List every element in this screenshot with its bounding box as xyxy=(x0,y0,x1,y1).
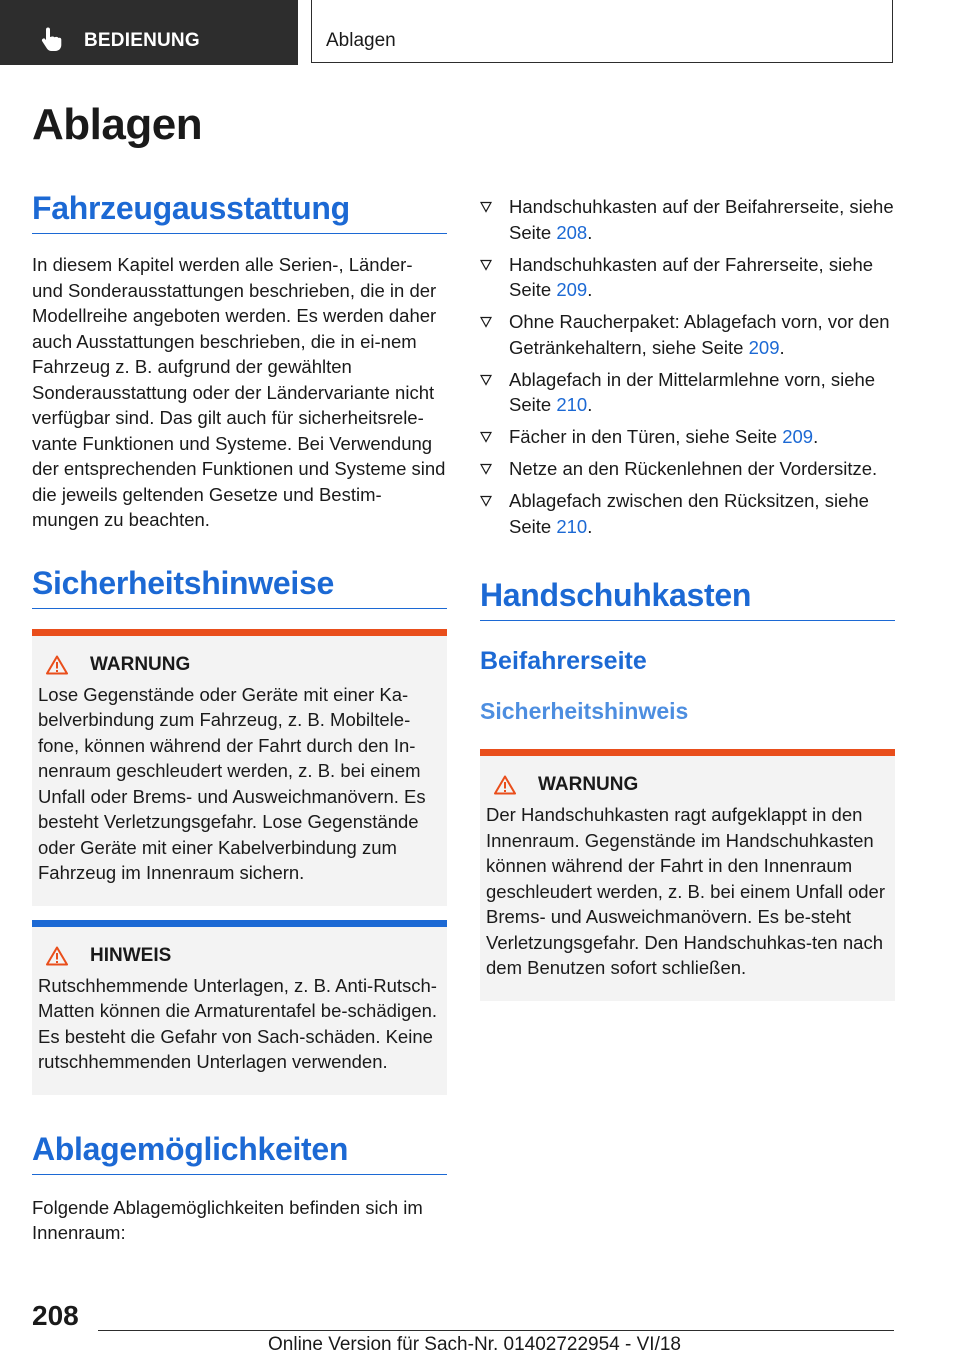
page-link[interactable]: 209 xyxy=(556,279,588,300)
chapter-label: Ablagen xyxy=(326,30,396,51)
page-link[interactable]: 210 xyxy=(556,394,588,415)
footer-version-text: Online Version für Sach-Nr. 01402722954 - VI/18 xyxy=(268,1334,681,1355)
notice-box xyxy=(32,920,447,1095)
list-item: Ohne Raucherpaket: Ablagefach vorn, vor den Getränkehaltern, siehe Seite 209. xyxy=(480,309,895,360)
warning-triangle-icon xyxy=(46,946,68,966)
notice-text: Rutschhemmende Unterlagen, z. B. Anti-Rutsch-Matten können die Armaturentafel be-schädigen. Es besteht die Gefahr von Sach-schäden. Keine rutschhemmenden Unterlagen verwenden. xyxy=(38,974,438,1072)
list-item: Handschuhkasten auf der Fahrerseite, siehe Seite 209. xyxy=(480,252,895,303)
heading-fahrzeugausstattung: Fahrzeugausstattung xyxy=(32,190,447,234)
hand-pointer-icon xyxy=(40,26,62,52)
page-number: 208 xyxy=(32,1300,79,1331)
warning-text: Der Handschuhkasten ragt aufgeklappt in den Innenraum. Gegenstände im Handschuhkasten können während der Fahrt in den Innenraum geschleudert werden, z. B. bei einem Unfall oder Brems- und Ausweichmanövern. Es be-steht Verletzungsgefahr. Den Handschuhkas-ten nach dem Benutzen sofort schließen. xyxy=(486,804,885,978)
heading-ablagemoeglichkeiten: Ablagemöglichkeiten xyxy=(32,1131,447,1175)
bullet-triangle-icon xyxy=(480,374,492,386)
bullet-triangle-icon xyxy=(480,201,492,213)
notice-title: HINWEIS xyxy=(90,944,172,966)
footer-divider xyxy=(98,1330,894,1331)
bullet-triangle-icon xyxy=(480,259,492,271)
bullet-triangle-icon xyxy=(480,316,492,328)
section-label: BEDIENUNG xyxy=(84,30,200,51)
warning-header xyxy=(494,774,887,796)
warning-box xyxy=(32,629,447,906)
storage-list xyxy=(480,194,895,539)
glovebox-warning-box xyxy=(480,749,895,1001)
notice-header xyxy=(46,945,439,967)
ablagemoeglichkeiten-text: Folgende Ablagemöglichkeiten befinden sich im Innenraum: xyxy=(32,1196,423,1243)
warning-triangle-icon xyxy=(46,655,68,675)
page-link[interactable]: 209 xyxy=(748,336,780,358)
list-item: Handschuhkasten auf der Beifahrerseite, siehe Seite 208. xyxy=(480,194,895,245)
heading-sicherheitshinweise: Sicherheitshinweise xyxy=(32,565,447,609)
right-column xyxy=(480,190,895,1001)
warning-header xyxy=(46,654,439,676)
heading-beifahrerseite: Beifahrerseite xyxy=(480,647,647,675)
list-item: Ablagefach zwischen den Rücksitzen, siehe Seite 210. xyxy=(480,488,895,539)
page-link[interactable]: 209 xyxy=(782,426,814,447)
fahrzeugausstattung-text: In diesem Kapitel werden alle Serien-, Länder- und Sonderausstattungen beschrieben, die in der Modellreihe angeboten werden. Es werden daher auch Ausstattungen beschrieben, die in ei-nem Fahrzeug z. B. aufgrund der gewählten Sonderausstattung oder der Ländervariante nicht verfügbar sind. Das gilt auch für sicherheitsrele-vante Funktionen und Systeme. Bei Verwendung der entsprechenden Funktionen und Systeme sind die jeweils geltenden Gesetze und Bestim-mungen zu beachten. xyxy=(32,254,446,530)
bullet-triangle-icon xyxy=(480,431,492,443)
heading-sicherheitshinweis: Sicherheitshinweis xyxy=(480,698,689,724)
warning-triangle-icon xyxy=(494,775,516,795)
list-item: Fächer in den Türen, siehe Seite 209. xyxy=(480,424,895,450)
list-item: Netze an den Rückenlehnen der Vordersitze. xyxy=(480,456,895,482)
list-item: Ablagefach in der Mittelarmlehne vorn, siehe Seite 210. xyxy=(480,367,895,418)
section-tab xyxy=(0,0,298,65)
warning-text: Lose Gegenstände oder Geräte mit einer Ka-belverbindung zum Fahrzeug, z. B. Mobiltele-fone, können während der Fahrt durch den In-nenraum geschleudert werden, z. B. bei einem Unfall oder Brems- und Ausweichmanövern. Es besteht Verletzungsgefahr. Lose Gegenstände oder Geräte mit einer Kabelverbindung zum Fahrzeug im Innenraum sichern. xyxy=(38,683,426,883)
heading-handschuhkasten: Handschuhkasten xyxy=(480,577,895,621)
bullet-triangle-icon xyxy=(480,463,492,475)
left-column xyxy=(32,190,447,1246)
page-title: Ablagen xyxy=(32,100,203,149)
page-link[interactable]: 208 xyxy=(556,221,588,243)
chapter-tab xyxy=(311,0,893,63)
warning-title: WARNUNG xyxy=(90,653,191,675)
warning-title: WARNUNG xyxy=(538,774,639,795)
bullet-triangle-icon xyxy=(480,495,492,507)
page-link[interactable]: 210 xyxy=(556,515,588,537)
